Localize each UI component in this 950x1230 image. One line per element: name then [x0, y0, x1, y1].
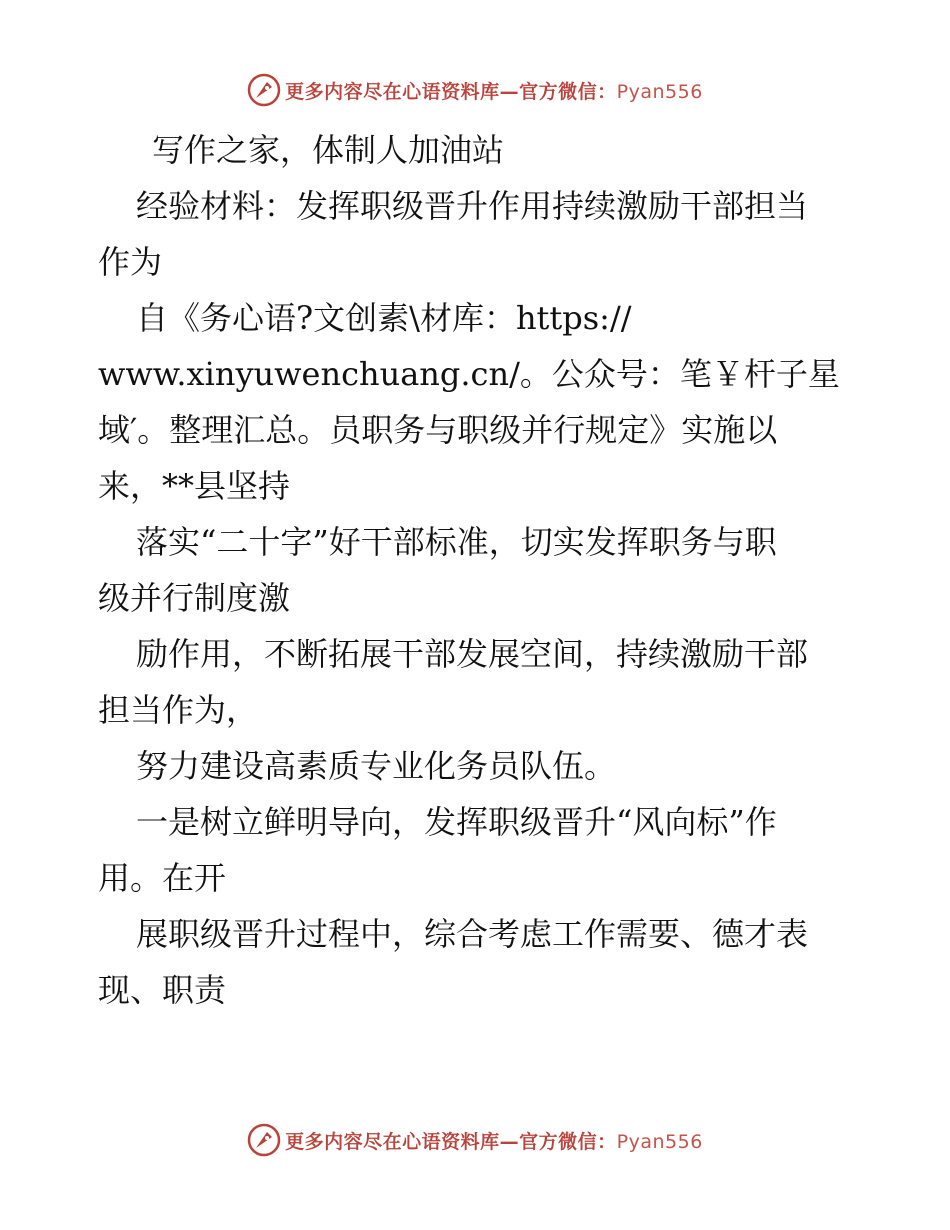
footer-banner: [0, 1118, 950, 1162]
doc-line: 现、职责: [98, 971, 227, 1009]
footer-wechat-account: Pyan556: [616, 1130, 703, 1153]
header-wechat-account: Pyan556: [616, 80, 703, 103]
document-body: [98, 122, 858, 1018]
pen-nib-logo-icon: [247, 1123, 281, 1157]
doc-line: 展职级晋升过程中，综合考虑工作需要、德才表: [136, 915, 809, 953]
doc-line: 励作用，不断拓展干部发展空间，持续激励干部: [136, 635, 809, 673]
header-banner-text: 更多内容尽在心语资料库—官方微信：Pyan556: [285, 80, 703, 103]
footer-banner-text: 更多内容尽在心语资料库—官方微信：Pyan556: [285, 1130, 703, 1153]
doc-line: 担当作为，: [98, 691, 259, 729]
pen-nib-logo-icon: [247, 73, 281, 107]
doc-line: 域′。整理汇总。员职务与职级并行规定》实施以: [98, 411, 778, 449]
doc-line: 作为: [98, 243, 163, 281]
header-banner: [0, 68, 950, 112]
doc-line: 自《务心语?文创素\材库：https://: [136, 299, 632, 337]
doc-line: 经验材料：发挥职级晋升作用持续激励干部担当: [136, 187, 809, 225]
doc-line: 写作之家，体制人加油站: [152, 131, 505, 169]
doc-line: 落实“二十字”好干部标准，切实发挥职务与职: [136, 523, 777, 561]
doc-line: 来，**县坚持: [98, 467, 291, 505]
doc-line: 努力建设高素质专业化务员队伍。: [136, 747, 617, 785]
doc-line: 级并行制度激: [98, 579, 291, 617]
doc-line: www.xinyuwenchuang.cn/。公众号：笔￥杆子星: [98, 355, 840, 393]
doc-line: 一是树立鲜明导向，发挥职级晋升“风向标”作: [136, 803, 777, 841]
doc-line: 用。在开: [98, 859, 227, 897]
